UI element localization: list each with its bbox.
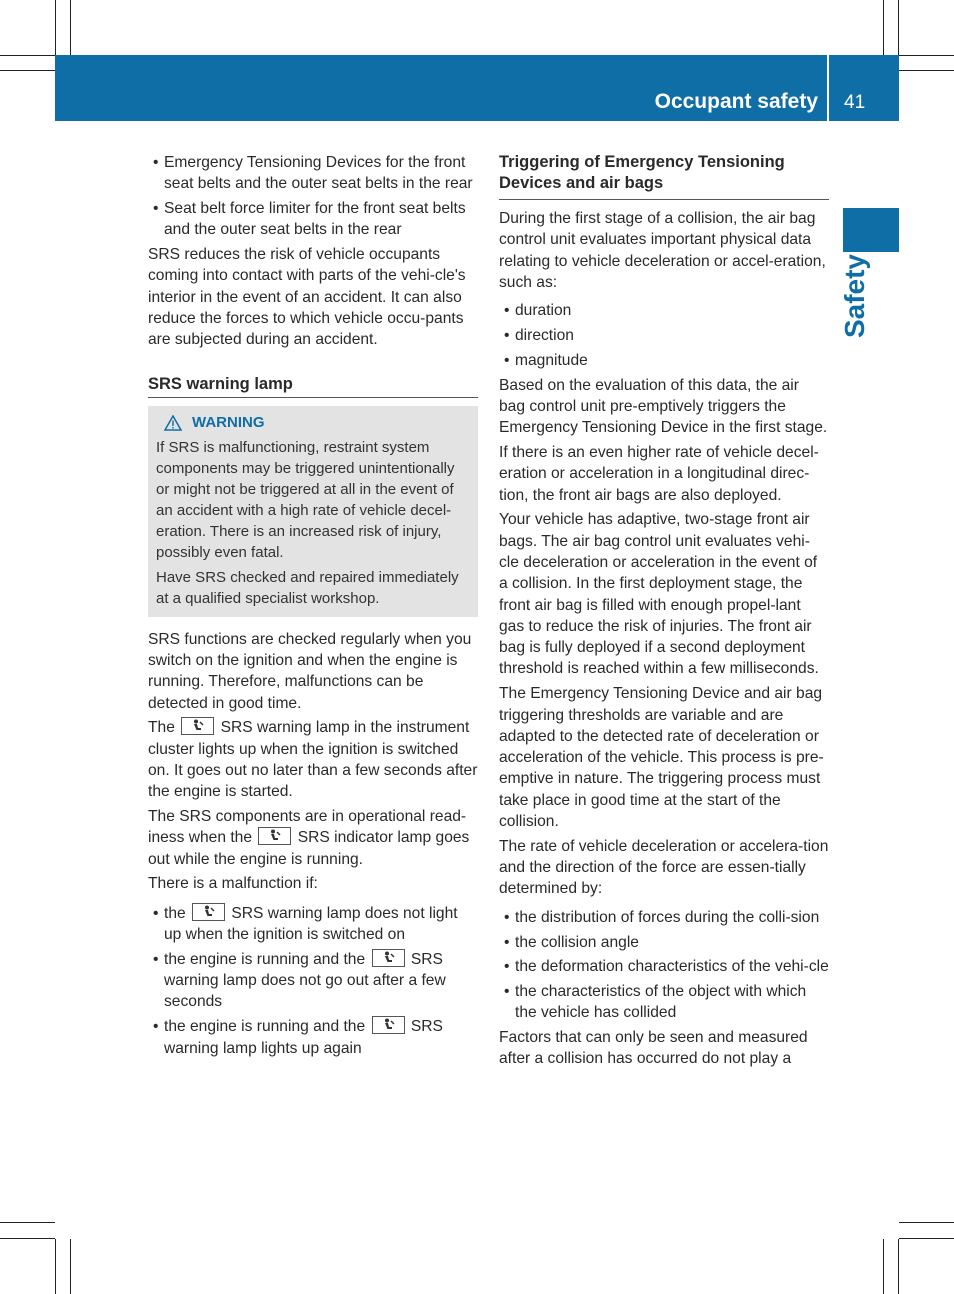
crop-mark — [899, 55, 954, 56]
top-bullet-list — [148, 152, 478, 241]
side-tab-label: Safety — [839, 253, 870, 339]
srs-lamp-icon — [372, 1016, 405, 1034]
crop-mark — [0, 55, 55, 56]
paragraph: The rate of vehicle deceleration or accelera-tion and the direction of the force are essen-tially determined by: — [499, 837, 829, 898]
srs-lamp-icon — [181, 717, 214, 735]
crop-mark — [883, 0, 884, 55]
paragraph: SRS functions are checked regularly when you switch on the ignition and when the engine is running. Therefore, malfunctions can be detected in good time. — [148, 630, 472, 712]
header-divider — [827, 55, 829, 121]
list-item: • duration — [504, 302, 572, 320]
list-item: • the deformation characteristics of the vehi-cle — [504, 958, 829, 976]
list-item: • the engine is running and the SRS warning lamp lights up again — [153, 1018, 443, 1057]
srs-lamp-icon — [192, 903, 225, 921]
list-item: • the SRS warning lamp does not light up when the ignition is switched on — [153, 904, 458, 944]
left-column — [148, 152, 478, 1062]
paragraph: There is a malfunction if: — [148, 875, 318, 893]
crop-mark — [898, 0, 899, 55]
paragraph: Based on the evaluation of this data, the air bag control unit pre-emptively triggers the Emergency Tensioning Device in the first stage. — [499, 376, 828, 437]
paragraph: The SRS components are in operational read-iness when the SRS indicator lamp goes out while the engine is running. — [148, 808, 470, 868]
page-number: 41 — [844, 92, 866, 113]
paragraph: Your vehicle has adaptive, two-stage front air bags. The air bag control unit evaluates vehi-cle deceleration or acceleration in the event of a collision. In the first deployment stage, the front air bag is filled with enough propel-lant gas to reduce the risk of injuries. The front air bag is fully deployed if a second deployment threshold is reached within a few milliseconds. — [499, 511, 819, 678]
crop-mark — [0, 1222, 55, 1223]
srs-intro-paragraph: SRS reduces the risk of vehicle occupants coming into contact with parts of the vehi-cle's interior in the event of an accident. It can also reduce the forces to which vehicle occu-pants are subjected during an accident. — [148, 246, 466, 349]
triggering-heading: Triggering of Emergency Tensioning Devices and air bags — [499, 152, 829, 200]
crop-mark — [899, 1238, 954, 1239]
crop-mark — [899, 1222, 954, 1223]
srs-lamp-icon — [258, 827, 291, 845]
paragraph: During the first stage of a collision, the air bag control unit evaluates important physical data relating to vehicle deceleration or accel-eration, such as: — [499, 210, 826, 291]
list-item: • the collision angle — [504, 933, 639, 951]
warning-title: WARNING — [156, 412, 470, 433]
paragraph: The SRS warning lamp in the instrument cluster lights up when the ignition is switched on. It goes out no later than a few seconds after the engine is started. — [148, 719, 478, 801]
warning-triangle-icon — [164, 415, 182, 431]
crop-mark — [70, 1239, 71, 1294]
list-item: • Emergency Tensioning Devices for the front seat belts and the outer seat belts in the rear — [153, 154, 473, 193]
bullet-list — [499, 907, 829, 1024]
right-column — [499, 152, 829, 1073]
list-item: • Seat belt force limiter for the front seat belts and the outer seat belts in the rear — [153, 200, 466, 239]
crop-mark — [0, 70, 55, 71]
crop-mark — [55, 1239, 56, 1294]
warning-text: If SRS is malfunctioning, restraint system components may be triggered unintentionally or might not be triggered at all in the event of an accident with a high rate of vehicle decel-eration. There is an increased risk of injury, possibly even fatal. — [156, 439, 455, 562]
list-item: • direction — [504, 326, 574, 344]
crop-mark — [899, 70, 954, 71]
malfunction-list — [148, 903, 478, 1059]
warning-box — [148, 406, 478, 617]
paragraph: The Emergency Tensioning Device and air bag triggering thresholds are variable and are adapted to the detected rate of deceleration or acceleration of the vehicle. This process is pre-emptive in nature. The triggering process must take place in good time at the start of the collision. — [499, 685, 824, 831]
warning-text: Have SRS checked and repaired immediately at a qualified specialist workshop. — [156, 568, 459, 607]
bullet-list — [499, 300, 829, 371]
crop-mark — [898, 1239, 899, 1294]
crop-mark — [55, 0, 56, 55]
crop-mark — [883, 1239, 884, 1294]
list-item: • the characteristics of the object with which the vehicle has collided — [504, 983, 807, 1022]
section-title: Occupant safety — [654, 90, 818, 113]
list-item: • magnitude — [504, 351, 588, 369]
paragraph: If there is an even higher rate of vehicle decel-eration or acceleration in a longitudinal direc-tion, the front air bags are also deployed. — [499, 443, 819, 504]
crop-mark — [70, 0, 71, 55]
crop-mark — [0, 1238, 55, 1239]
list-item: • the engine is running and the SRS warning lamp does not go out after a few seconds — [153, 950, 446, 1011]
srs-lamp-icon — [372, 949, 405, 967]
srs-warning-lamp-heading: SRS warning lamp — [148, 374, 478, 398]
paragraph: Factors that can only be seen and measured after a collision has occurred do not play a — [499, 1029, 808, 1068]
list-item: • the distribution of forces during the colli-sion — [504, 908, 820, 926]
